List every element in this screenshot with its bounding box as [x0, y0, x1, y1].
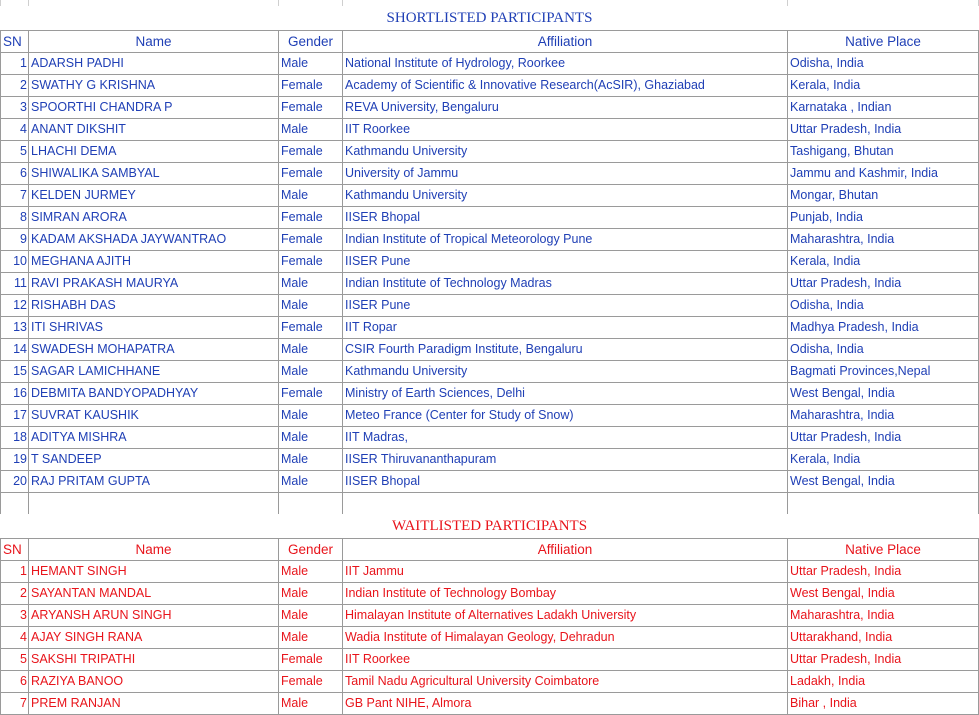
cell-gender: Male: [279, 339, 343, 361]
cell-name: SPOORTHI CHANDRA P: [29, 97, 279, 119]
cell-gender: Female: [279, 97, 343, 119]
cell-name: DEBMITA BANDYOPADHYAY: [29, 383, 279, 405]
cell-gender: Male: [279, 692, 343, 714]
cell-native-place: Uttar Pradesh, India: [788, 273, 979, 295]
cell-affiliation: Academy of Scientific & Innovative Research(AcSIR), Ghaziabad: [343, 75, 788, 97]
table-row: [1, 383, 979, 405]
table-row: [1, 427, 979, 449]
cell-sn: 2: [1, 75, 29, 97]
table-row: [1, 582, 979, 604]
cell-gender: Male: [279, 427, 343, 449]
cell-affiliation: Kathmandu University: [343, 141, 788, 163]
cell-name: MEGHANA AJITH: [29, 251, 279, 273]
cell-sn: 15: [1, 361, 29, 383]
cell-sn: 17: [1, 405, 29, 427]
header-affiliation: Affiliation: [343, 538, 788, 560]
cell-name: ADITYA MISHRA: [29, 427, 279, 449]
cell-gender: Female: [279, 648, 343, 670]
cell-sn: 13: [1, 317, 29, 339]
table-row: [1, 560, 979, 582]
cell-native-place: Uttar Pradesh, India: [788, 560, 979, 582]
cell-affiliation: University of Jammu: [343, 163, 788, 185]
cell-affiliation: Kathmandu University: [343, 185, 788, 207]
cell-native-place: Ladakh, India: [788, 670, 979, 692]
cell-native-place: Karnataka , Indian: [788, 97, 979, 119]
table-row: [1, 471, 979, 493]
cell-gender: Female: [279, 207, 343, 229]
cell-native-place: Kerala, India: [788, 75, 979, 97]
table-row: [1, 361, 979, 383]
cell-name: RAJ PRITAM GUPTA: [29, 471, 279, 493]
cell-name: ITI SHRIVAS: [29, 317, 279, 339]
cell-gender: Female: [279, 141, 343, 163]
cell-affiliation: IISER Pune: [343, 295, 788, 317]
table-row: [1, 229, 979, 251]
cell-sn: 4: [1, 119, 29, 141]
cell-native-place: Uttar Pradesh, India: [788, 648, 979, 670]
table-row: [1, 317, 979, 339]
cell-native-place: Uttarakhand, India: [788, 626, 979, 648]
table-row: [1, 251, 979, 273]
cell-gender: Male: [279, 405, 343, 427]
cell-affiliation: Wadia Institute of Himalayan Geology, Dehradun: [343, 626, 788, 648]
shortlisted-title: SHORTLISTED PARTICIPANTS: [386, 10, 593, 26]
cell-name: AJAY SINGH RANA: [29, 626, 279, 648]
cell-affiliation: IIT Roorkee: [343, 119, 788, 141]
cell-affiliation: IIT Roorkee: [343, 648, 788, 670]
waitlisted-title: WAITLISTED PARTICIPANTS: [391, 517, 588, 534]
cell-native-place: Odisha, India: [788, 295, 979, 317]
shortlisted-header-row: [1, 31, 979, 53]
cell-affiliation: Indian Institute of Tropical Meteorology Pune: [343, 229, 788, 251]
cell-sn: 8: [1, 207, 29, 229]
cell-gender: Female: [279, 251, 343, 273]
cell-sn: 10: [1, 251, 29, 273]
table-row: [1, 75, 979, 97]
cell-sn: 3: [1, 604, 29, 626]
cell-sn: 20: [1, 471, 29, 493]
header-native-place: Native Place: [788, 538, 979, 560]
cell-sn: 1: [1, 53, 29, 75]
cell-sn: 16: [1, 383, 29, 405]
cell-gender: Male: [279, 626, 343, 648]
cell-name: SUVRAT KAUSHIK: [29, 405, 279, 427]
cell-sn: 19: [1, 449, 29, 471]
cell-name: SAGAR LAMICHHANE: [29, 361, 279, 383]
cell-affiliation: IIT Jammu: [343, 560, 788, 582]
cell-name: RAZIYA BANOO: [29, 670, 279, 692]
cell-gender: Male: [279, 471, 343, 493]
cell-gender: Male: [279, 273, 343, 295]
cell-name: SWATHY G KRISHNA: [29, 75, 279, 97]
cell-gender: Male: [279, 53, 343, 75]
cell-native-place: Maharashtra, India: [788, 405, 979, 427]
cell-gender: Male: [279, 560, 343, 582]
cell-native-place: Kerala, India: [788, 449, 979, 471]
table-row: [1, 648, 979, 670]
table-row: [1, 604, 979, 626]
cell-native-place: Mongar, Bhutan: [788, 185, 979, 207]
cell-native-place: West Bengal, India: [788, 471, 979, 493]
cell-gender: Female: [279, 229, 343, 251]
header-native-place: Native Place: [788, 31, 979, 53]
cell-sn: 1: [1, 560, 29, 582]
cell-gender: Female: [279, 670, 343, 692]
cell-sn: 18: [1, 427, 29, 449]
cell-name: SHIWALIKA SAMBYAL: [29, 163, 279, 185]
cell-gender: Male: [279, 119, 343, 141]
cell-affiliation: Indian Institute of Technology Madras: [343, 273, 788, 295]
cell-sn: 7: [1, 185, 29, 207]
cell-native-place: Odisha, India: [788, 339, 979, 361]
table-row: [1, 141, 979, 163]
cell-sn: 2: [1, 582, 29, 604]
cell-sn: 6: [1, 670, 29, 692]
cell-gender: Male: [279, 361, 343, 383]
cell-name: HEMANT SINGH: [29, 560, 279, 582]
header-affiliation: Affiliation: [343, 31, 788, 53]
header-name: Name: [29, 538, 279, 560]
header-gender: Gender: [279, 31, 343, 53]
waitlisted-section: [1, 514, 979, 715]
cell-affiliation: National Institute of Hydrology, Roorkee: [343, 53, 788, 75]
table-row: [1, 185, 979, 207]
blank-row: [1, 493, 979, 514]
cell-name: RISHABH DAS: [29, 295, 279, 317]
table-row: [1, 207, 979, 229]
cell-native-place: Maharashtra, India: [788, 229, 979, 251]
cell-sn: 6: [1, 163, 29, 185]
cell-native-place: Kerala, India: [788, 251, 979, 273]
table-row: [1, 405, 979, 427]
header-name: Name: [29, 31, 279, 53]
cell-affiliation: Meteo France (Center for Study of Snow): [343, 405, 788, 427]
cell-name: SIMRAN ARORA: [29, 207, 279, 229]
cell-affiliation: IIT Ropar: [343, 317, 788, 339]
cell-sn: 12: [1, 295, 29, 317]
cell-gender: Female: [279, 317, 343, 339]
table-row: [1, 53, 979, 75]
shortlisted-section: [1, 0, 979, 493]
table-row: [1, 692, 979, 714]
cell-native-place: Madhya Pradesh, India: [788, 317, 979, 339]
cell-gender: Female: [279, 383, 343, 405]
cell-gender: Female: [279, 163, 343, 185]
cell-sn: 11: [1, 273, 29, 295]
cell-name: KELDEN JURMEY: [29, 185, 279, 207]
cell-sn: 9: [1, 229, 29, 251]
cell-sn: 5: [1, 648, 29, 670]
table-row: [1, 449, 979, 471]
cell-sn: 4: [1, 626, 29, 648]
cell-gender: Female: [279, 75, 343, 97]
cell-affiliation: Tamil Nadu Agricultural University Coimbatore: [343, 670, 788, 692]
cell-native-place: Tashigang, Bhutan: [788, 141, 979, 163]
cell-name: SWADESH MOHAPATRA: [29, 339, 279, 361]
header-sn: SN: [1, 538, 29, 560]
cell-gender: Male: [279, 604, 343, 626]
cell-name: T SANDEEP: [29, 449, 279, 471]
cell-gender: Male: [279, 582, 343, 604]
cell-affiliation: GB Pant NIHE, Almora: [343, 692, 788, 714]
cell-affiliation: IISER Bhopal: [343, 207, 788, 229]
cell-name: SAKSHI TRIPATHI: [29, 648, 279, 670]
cell-native-place: West Bengal, India: [788, 383, 979, 405]
cell-affiliation: CSIR Fourth Paradigm Institute, Bengaluru: [343, 339, 788, 361]
table-row: [1, 273, 979, 295]
header-gender: Gender: [279, 538, 343, 560]
cell-native-place: Uttar Pradesh, India: [788, 119, 979, 141]
cell-name: ARYANSH ARUN SINGH: [29, 604, 279, 626]
cell-name: KADAM AKSHADA JAYWANTRAO: [29, 229, 279, 251]
cell-name: PREM RANJAN: [29, 692, 279, 714]
cell-sn: 7: [1, 692, 29, 714]
cell-affiliation: Kathmandu University: [343, 361, 788, 383]
table-row: [1, 626, 979, 648]
header-sn: SN: [1, 31, 29, 53]
cell-name: SAYANTAN MANDAL: [29, 582, 279, 604]
waitlisted-title-row: [1, 514, 979, 539]
cell-native-place: Punjab, India: [788, 207, 979, 229]
cell-gender: Male: [279, 185, 343, 207]
cell-name: RAVI PRAKASH MAURYA: [29, 273, 279, 295]
cell-affiliation: Himalayan Institute of Alternatives Ladakh University: [343, 604, 788, 626]
cell-sn: 5: [1, 141, 29, 163]
cell-gender: Male: [279, 449, 343, 471]
cell-affiliation: IISER Thiruvananthapuram: [343, 449, 788, 471]
cell-name: ANANT DIKSHIT: [29, 119, 279, 141]
cell-native-place: Odisha, India: [788, 53, 979, 75]
cell-name: LHACHI DEMA: [29, 141, 279, 163]
cell-native-place: Uttar Pradesh, India: [788, 427, 979, 449]
cell-sn: 3: [1, 97, 29, 119]
cell-sn: 14: [1, 339, 29, 361]
cell-gender: Male: [279, 295, 343, 317]
table-row: [1, 295, 979, 317]
table-row: [1, 670, 979, 692]
table-row: [1, 163, 979, 185]
waitlisted-header-row: [1, 538, 979, 560]
cell-native-place: Jammu and Kashmir, India: [788, 163, 979, 185]
cell-affiliation: REVA University, Bengaluru: [343, 97, 788, 119]
table-row: [1, 119, 979, 141]
cell-native-place: Bagmati Provinces,Nepal: [788, 361, 979, 383]
table-row: [1, 97, 979, 119]
shortlisted-title-row: [1, 6, 979, 31]
cell-affiliation: Ministry of Earth Sciences, Delhi: [343, 383, 788, 405]
cell-affiliation: IIT Madras,: [343, 427, 788, 449]
cell-affiliation: IISER Pune: [343, 251, 788, 273]
cell-name: ADARSH PADHI: [29, 53, 279, 75]
cell-affiliation: IISER Bhopal: [343, 471, 788, 493]
cell-native-place: West Bengal, India: [788, 582, 979, 604]
cell-native-place: Bihar , India: [788, 692, 979, 714]
cell-native-place: Maharashtra, India: [788, 604, 979, 626]
table-row: [1, 339, 979, 361]
cell-affiliation: Indian Institute of Technology Bombay: [343, 582, 788, 604]
